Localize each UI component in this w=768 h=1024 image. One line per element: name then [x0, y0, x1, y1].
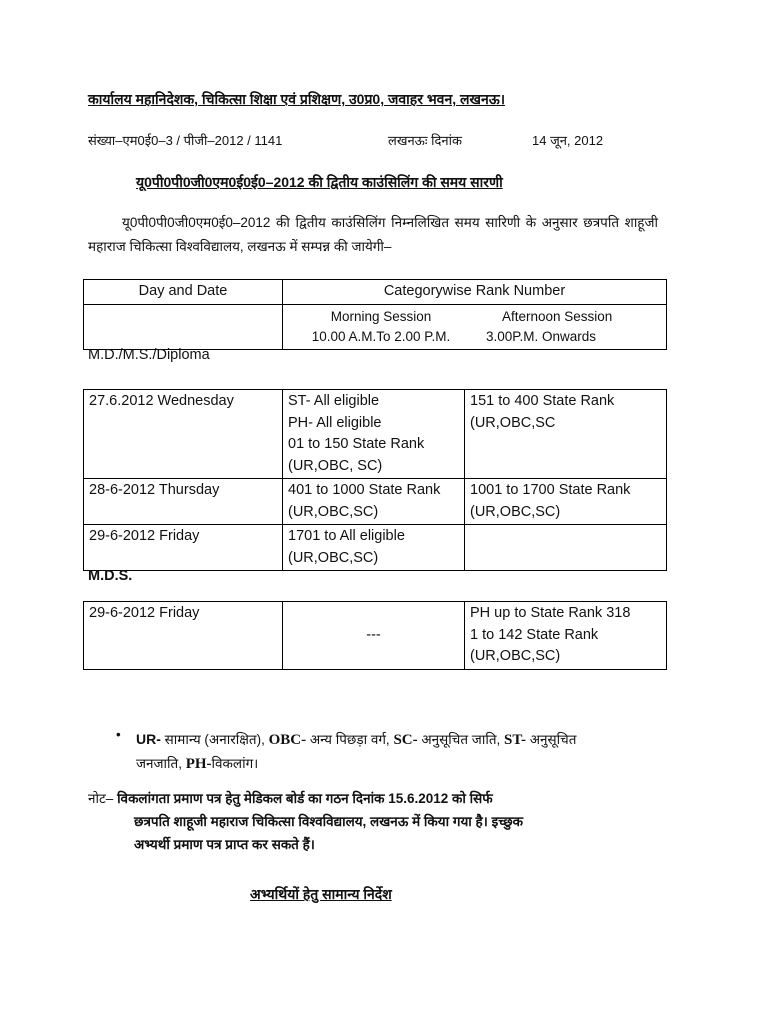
- text-line: (UR,OBC,SC): [470, 503, 561, 520]
- note-line-2: छत्रपति शाहूजी महाराज चिकित्सा विश्वविद्यालय, लखनऊ में किया गया है। इच्छुक: [134, 814, 524, 829]
- mds-row-morning: ---: [283, 602, 465, 670]
- text-line: PH up to State Rank 318: [470, 605, 631, 621]
- md-row-3-afternoon: [465, 525, 667, 571]
- morning-session-label: Morning Session: [330, 308, 432, 324]
- st-text: अनुसूचित जनजाति,: [136, 732, 577, 771]
- mds-row-day: 29-6-2012 Friday: [84, 602, 283, 670]
- text-line: 1701 to All eligible: [288, 528, 405, 544]
- mds-row-afternoon: [465, 602, 667, 670]
- general-instructions-heading: अभ्यर्थियों हेतु सामान्य निर्देश: [250, 886, 392, 902]
- text-line: PH- All eligible: [288, 414, 382, 431]
- obc-abbr: OBC-: [268, 732, 307, 748]
- text-line: (UR,OBC,SC): [470, 648, 561, 664]
- obc-text: अन्य पिछड़ा वर्ग,: [306, 732, 394, 747]
- note-paragraph: [88, 787, 608, 856]
- text-line: 401 to 1000 State Rank: [288, 482, 441, 498]
- md-row-2-afternoon: [465, 479, 667, 525]
- md-row-1-day: 27.6.2012 Wednesday: [84, 390, 283, 479]
- text-line: (UR,OBC,SC): [288, 503, 379, 520]
- afternoon-session-time: 3.00P.M. Onwards: [486, 328, 597, 344]
- ur-abbr: UR-: [136, 731, 161, 747]
- empty-cell: [84, 304, 283, 349]
- ph-text: विकलांग।: [211, 756, 259, 771]
- md-row-1-morning: [283, 390, 465, 479]
- place-date-label: लखनऊः दिनांक: [388, 133, 462, 148]
- text-line: (UR,OBC,SC: [470, 414, 556, 431]
- text-line: (UR,OBC,SC): [288, 549, 379, 566]
- text-line: 1 to 142 State Rank: [470, 626, 599, 643]
- reference-number: संख्या–एम0ई0–3 / पीजी–2012 / 1141: [88, 133, 283, 148]
- text-line: ST- All eligible: [288, 393, 380, 409]
- categorywise-header: Categorywise Rank Number: [283, 280, 667, 305]
- bullet-icon: •: [116, 727, 121, 742]
- md-row-3-day: 29-6-2012 Friday: [84, 525, 283, 571]
- mds-schedule-table: [83, 601, 667, 670]
- md-row-1-afternoon: [465, 390, 667, 479]
- session-cell: [283, 304, 667, 349]
- md-section-title: M.D./M.S./Diploma: [88, 347, 210, 363]
- intro-paragraph: यू0पी0पी0जी0एम0ई0–2012 की द्वितीय काउंसिलिंग निम्नलिखित समय सारिणी के अनुसार छत्रपति शाहूजी महाराज चिकित्सा विश्वविद्यालय, लखनऊ में सम्पन्न की जायेगी–: [88, 215, 658, 254]
- day-date-header: Day and Date: [84, 280, 283, 305]
- md-row-2-day: 28-6-2012 Thursday: [84, 479, 283, 525]
- ph-abbr: PH-: [185, 756, 212, 772]
- note-line-3: अभ्यर्थी प्रमाण पत्र प्राप्त कर सकते हैं।: [134, 837, 315, 852]
- subject-heading: यू0पी0पी0जी0एम0ई0ई0–2012 की द्वितीय काउंसिलिंग की समय सारणी: [136, 174, 503, 190]
- md-row-3-morning: [283, 525, 465, 571]
- text-line: 01 to 150 State Rank: [288, 436, 425, 452]
- text-line: 151 to 400 State Rank: [470, 393, 615, 409]
- note-label: नोट–: [88, 791, 114, 806]
- md-row-2-morning: [283, 479, 465, 525]
- afternoon-session-label: Afternoon Session: [502, 308, 613, 324]
- schedule-header-table: [83, 279, 667, 350]
- mds-section-title: M.D.S.: [88, 568, 133, 584]
- note-line-1: विकलांगता प्रमाण पत्र हेतु मेडिकल बोर्ड का गठन दिनांक 15.6.2012 को सिर्फ: [113, 791, 493, 806]
- category-legend: [136, 727, 616, 776]
- sc-abbr: SC-: [393, 732, 418, 748]
- st-abbr: ST-: [504, 732, 526, 748]
- text-line: 1001 to 1700 State Rank: [470, 482, 631, 498]
- ur-text: सामान्य (अनारक्षित),: [160, 732, 269, 747]
- md-schedule-table: [83, 389, 667, 571]
- text-line: (UR,OBC, SC): [288, 457, 383, 474]
- letter-date: 14 जून, 2012: [532, 133, 604, 148]
- office-heading: कार्यालय महानिदेशक, चिकित्सा शिक्षा एवं प्रशिक्षण, उ0प्र0, जवाहर भवन, लखनऊ।: [88, 91, 506, 107]
- morning-session-time: 10.00 A.M.To 2.00 P.M.: [311, 328, 451, 344]
- sc-text: अनुसूचित जाति,: [417, 732, 505, 747]
